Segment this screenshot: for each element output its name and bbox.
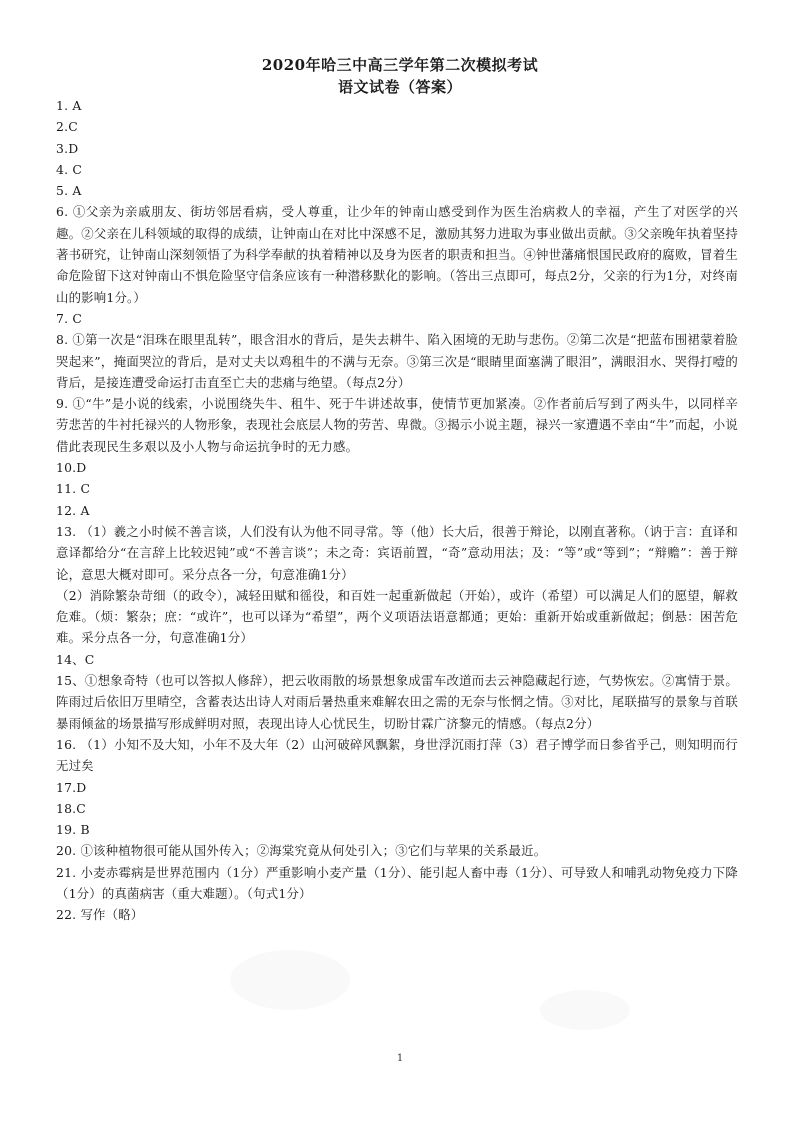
answer-item-18: 18.C <box>56 800 86 816</box>
answer-item-13-part-1: 13. （1）羲之小时候不善言谈，人们没有认为他不同寻常。等（他）长大后，很善于辩论，以刚直著称。（讷于言：直译和意译都给分“在言辞上比较迟钝”或“不善言谈”；未之奇：宾语前置，“奇”意动用法；及：“等”或“等到”；“辩赡”：善于辩论，意思大概对即可。采分点各一分，句意准确1分） <box>56 523 738 582</box>
answer-item-17: 17.D <box>56 779 87 795</box>
answer-item-3: 3.D <box>56 140 79 156</box>
answer-list <box>56 95 738 926</box>
answer-item-20: 20. ①该种植物很可能从国外传入；②海棠究竟从何处引入；③它们与苹果的关系最近。 <box>56 843 547 859</box>
answer-item-21: 21. 小麦赤霉病是世界范围内（1分）严重影响小麦产量（1分）、能引起人畜中毒（1分）、可导致人和哺乳动物免疫力下降（1分）的真菌病害（重大难题）。（句式1分） <box>56 864 738 901</box>
document-title: 2020年哈三中高三学年第二次模拟考试 <box>261 56 539 74</box>
answer-item-1: 1. A <box>56 98 82 113</box>
answer-item-6: 6. ①父亲为亲戚朋友、街坊邻居看病，受人尊重，让少年的钟南山感受到作为医生治病救人的幸福，产生了对医学的兴趣。②父亲在儿科领域的取得的成绩，让钟南山在对比中深感不足，激励其努力进取为事业做出贡献。③父亲晚年执着坚持著书研究，让钟南山深刻领悟了为科学奉献的执着精神以及身为医者的职责和担当。④钟世藩痛恨国民政府的腐败，冒着生命危险留下这对钟南山不惧危险坚守信条应该有一种潜移默化的影响。（答出三点即可，每点2分，父亲的行为1分，对终南山的影响1分。） <box>56 204 738 305</box>
answer-item-5: 5. A <box>56 183 82 199</box>
scan-smudge <box>230 950 350 1010</box>
answer-item-19: 19. B <box>56 822 90 838</box>
answer-item-15: 15、①想象奇特（也可以答拟人修辞），把云收雨散的场景想象成雷车改道而去云神隐藏起行迹，气势恢宏。②寓情于景。阵雨过后依旧万里晴空，含蓄表达出诗人对雨后暑热重来难解农田之需的无奈与怅惘之情。③对比，尾联描写的景象与首联暴雨倾盆的场景描写形成鲜明对照，表现出诗人心忧民生，切盼甘霖广济黎元的情感。（每点2分） <box>56 673 738 731</box>
answer-item-4: 4. C <box>56 161 83 177</box>
answer-item-9: 9. ①“牛”是小说的线索，小说围绕失牛、租牛、死于牛讲述故事，使情节更加紧凑。②作者前后写到了两头牛，以同样辛劳悲苦的牛衬托禄兴的人物形象，表现社会底层人物的劳苦、卑微。③揭示小说主题，禄兴一家遭遇不幸由“牛”而起，小说借此表现民生多艰以及小人物与命运抗争时的无力感。 <box>56 396 738 454</box>
answer-item-11: 11. C <box>56 481 91 497</box>
answer-item-12: 12. A <box>56 502 90 518</box>
answer-item-22: 22. 写作（略） <box>56 907 144 923</box>
answer-item-7: 7. C <box>56 310 83 326</box>
document-subtitle: 语文试卷（答案） <box>337 78 462 96</box>
scan-smudge <box>540 990 630 1030</box>
answer-item-13-part-2: （2）消除繁杂苛细（的政令），减轻田赋和徭役，和百姓一起重新做起（开始），或许（希望）可以满足人们的愿望，解救危难。（烦：繁杂；庶：“或许”，也可以译为“希望”，两个义项语法语意都通；更始：重新开始或重新做起；倒悬：困苦危难。采分点各一分，句意准确1分） <box>56 587 738 646</box>
answer-item-8: 8. ①第一次是“泪珠在眼里乱转”，眼含泪水的背后，是失去耕牛、陷入困境的无助与悲伤。②第二次是“把蓝布围裙蒙着脸哭起来”，掩面哭泣的背后，是对丈夫以鸡租牛的不满与无奈。③第三次是“眼睛里面塞满了眼泪”，满眼泪水、哭得打噎的背后，是接连遭受命运打击直至亡夫的悲痛与绝望。（每点2分） <box>56 332 738 390</box>
answer-item-2: 2.C <box>56 119 78 135</box>
answer-item-10: 10.D <box>56 460 87 476</box>
answer-item-14: 14、C <box>56 651 95 667</box>
answer-item-16: 16. （1）小知不及大知，小年不及大年（2）山河破碎风飘絮，身世浮沉雨打萍（3）君子博学而日参省乎己，则知明而行无过矣 <box>56 736 738 774</box>
page-number: 1 <box>396 1053 404 1064</box>
